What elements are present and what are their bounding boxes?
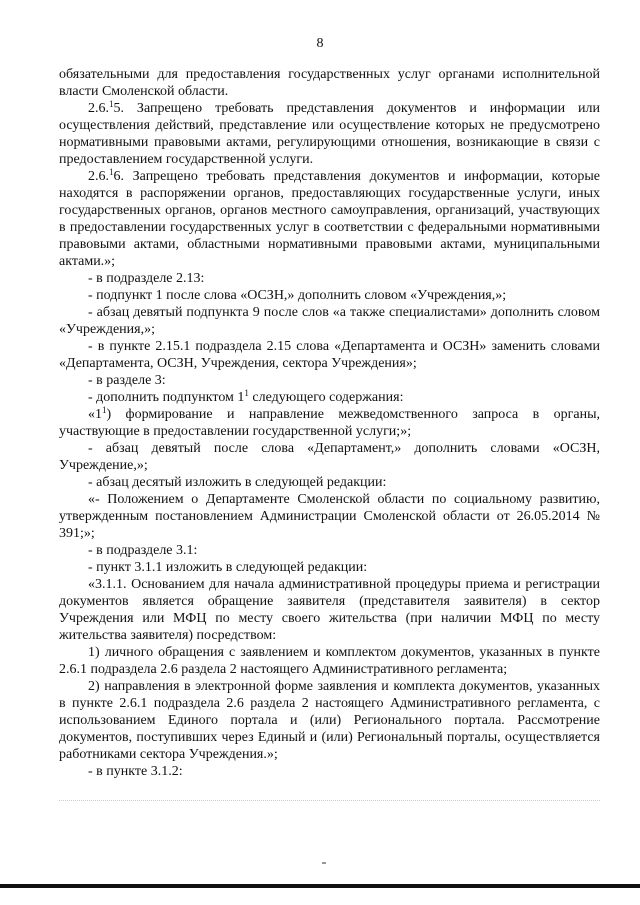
document-body — [59, 66, 600, 780]
paragraph-p17 — [59, 644, 600, 678]
superscript: 1 — [109, 99, 114, 109]
paragraph-p11 — [59, 440, 600, 474]
paragraph-prefix: «1 — [88, 407, 102, 422]
paragraph-p04 — [59, 270, 600, 287]
paragraph-text: - абзац девятый после слова «Департамент,» дополнить словами «ОСЗН, Учреждение,»; — [59, 441, 600, 473]
paragraph-text: - абзац девятый подпункта 9 после слов «а также специалистами» дополнить словом «Учреждения,»; — [59, 305, 600, 337]
paragraph-p05 — [59, 287, 600, 304]
paragraph-text: 5. Запрещено требовать представления документов и информации или осуществления действий, представление или осуществление которых не предусмотрено нормативными правовыми актами, регулирующими отношения, возникающие в связи с предоставлением государственной услуги. — [59, 101, 600, 167]
paragraph-text: - абзац десятый изложить в следующей редакции: — [88, 475, 387, 490]
paragraph-p16 — [59, 576, 600, 644]
paragraph-text: - в пункте 2.15.1 подраздела 2.15 слова «Департамента и ОСЗН» заменить словами «Департамента, ОСЗН, Учреждения, сектора Учреждения»; — [59, 339, 600, 371]
paragraph-text: - в разделе 3: — [88, 373, 166, 388]
superscript: 1 — [244, 388, 249, 398]
paragraph-prefix: 2.6. — [88, 101, 109, 116]
superscript: 1 — [102, 405, 107, 415]
paragraph-p03 — [59, 168, 600, 270]
paragraph-prefix: 2.6. — [88, 169, 109, 184]
paragraph-p01 — [59, 66, 600, 100]
paragraph-p02 — [59, 100, 600, 168]
page-number: 8 — [316, 36, 324, 51]
paragraph-text: 2) направления в электронной форме заявления и комплекта документов, указанных в пункте 2.6.1 подраздела 2.6 раздела 2 настоящего Административного регламента, с использованием Единого портала и (или) Регионального портала. Рассмотрение документов, поступивших через Единый и (или) Региональный порталы, осуществляется работниками сектора Учреждения.»; — [59, 679, 600, 762]
paragraph-text: 1) личного обращения с заявлением и комплектом документов, указанных в пункте 2.6.1 подраздела 2.6 раздела 2 настоящего Административного регламента; — [59, 645, 600, 677]
paragraph-p10 — [59, 406, 600, 440]
faded-line-artifact — [59, 800, 600, 805]
paragraph-p13 — [59, 491, 600, 542]
paragraph-text: - в подразделе 3.1: — [88, 543, 198, 558]
paragraph-prefix: - дополнить подпунктом 1 — [88, 390, 245, 405]
paragraph-text: - в подразделе 2.13: — [88, 271, 205, 286]
paragraph-text: «3.1.1. Основанием для начала административной процедуры приема и регистрации документов является обращение заявителя (представителя заявителя) в сектор Учреждения или МФЦ по месту своего жительства (при наличии МФЦ по месту жительства заявителя) посредством: — [59, 577, 600, 643]
paragraph-p18 — [59, 678, 600, 763]
paragraph-p12 — [59, 474, 600, 491]
paragraph-p14 — [59, 542, 600, 559]
paragraph-p07 — [59, 338, 600, 372]
superscript: 1 — [109, 167, 114, 177]
paragraph-text: «- Положением о Департаменте Смоленской области по социальному развитию, утвержденным постановлением Администрации Смоленской области от 26.05.2014 № 391;»; — [59, 492, 600, 541]
scan-speck — [322, 862, 326, 864]
paragraph-text: - подпункт 1 после слова «ОСЗН,» дополнить словом «Учреждения,»; — [88, 288, 507, 303]
paragraph-p08 — [59, 372, 600, 389]
paragraph-p15 — [59, 559, 600, 576]
paragraph-p06 — [59, 304, 600, 338]
paragraph-text: - пункт 3.1.1 изложить в следующей редакции: — [88, 560, 368, 575]
paragraph-text: - в пункте 3.1.2: — [88, 764, 183, 779]
paragraph-p09 — [59, 389, 600, 406]
paragraph-text: обязательными для предоставления государственных услуг органами исполнительной власти Смоленской области. — [59, 67, 600, 99]
page-bottom-border — [0, 884, 640, 888]
paragraph-text: ) формирование и направление межведомственного запроса в органы, участвующие в предоставлении государственной услуги;»; — [59, 407, 600, 439]
paragraph-p19 — [59, 763, 600, 780]
paragraph-text: 6. Запрещено требовать представления документов и информации, которые находятся в распоряжении органов, предоставляющих государственные услуги, иных государственных органов, органов местного самоуправления, организаций, участвующих в предоставлении государственных услуг в соответствии с федеральными нормативными правовыми актами, областными нормативными правовыми актами, муниципальными актами.»; — [59, 169, 600, 269]
paragraph-text: следующего содержания: — [248, 390, 404, 405]
